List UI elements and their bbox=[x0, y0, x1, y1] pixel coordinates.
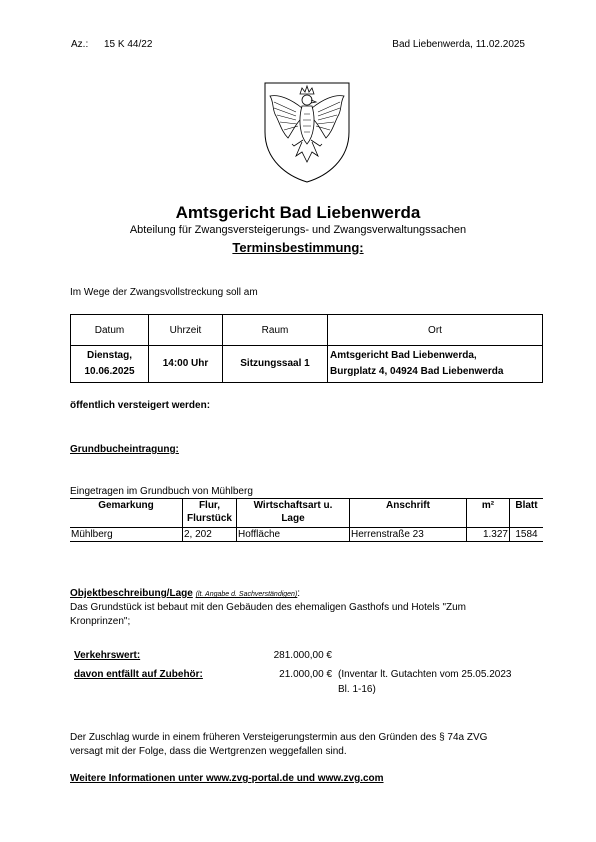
place-date: Bad Liebenwerda, 11.02.2025 bbox=[392, 39, 525, 50]
zuschlag-line-2: versagt mit der Folge, dass die Wertgrenzen weggefallen sind. bbox=[70, 746, 347, 757]
datum-line-1: Dienstag, bbox=[86, 350, 132, 361]
table-header-row bbox=[71, 315, 543, 346]
table-row bbox=[71, 346, 543, 383]
cell-blatt: 1584 bbox=[510, 528, 544, 542]
cell-uhrzeit: 14:00 Uhr bbox=[149, 346, 223, 383]
intro-text: Im Wege der Zwangsvollstreckung soll am bbox=[70, 287, 258, 298]
cell-raum: Sitzungssaal 1 bbox=[223, 346, 328, 383]
table-header-row bbox=[70, 499, 543, 528]
header-wirt-line-1: Wirtschaftsart u. bbox=[253, 500, 333, 511]
header-blatt: Blatt bbox=[510, 499, 544, 528]
zubehoer-note-line-1: (Inventar lt. Gutachten vom 25.05.2023 bbox=[338, 669, 512, 680]
header-ort: Ort bbox=[328, 315, 543, 346]
verkehrswert-value: 281.000,00 € bbox=[273, 650, 332, 661]
cell-wirtschaftsart: Hoffläche bbox=[237, 528, 350, 542]
header-wirt-line-2: Lage bbox=[281, 513, 305, 524]
objekt-heading-colon: : bbox=[297, 588, 301, 599]
zubehoer-label: davon entfällt auf Zubehör: bbox=[74, 669, 203, 680]
zubehoer-value: 21.000,00 € bbox=[279, 669, 332, 680]
cell-gemarkung: Mühlberg bbox=[70, 528, 183, 542]
court-name: Amtsgericht Bad Liebenwerda bbox=[175, 203, 421, 222]
header-datum: Datum bbox=[71, 315, 149, 346]
footer-info: Weitere Informationen unter www.zvg-portal.de und www.zvg.com bbox=[70, 773, 384, 784]
header-raum: Raum bbox=[223, 315, 328, 346]
header-m2: m² bbox=[467, 499, 510, 528]
header-gemarkung: Gemarkung bbox=[70, 499, 183, 528]
objekt-line-2: Kronprinzen"; bbox=[70, 616, 131, 627]
versteigert-text: öffentlich versteigert werden: bbox=[70, 400, 211, 411]
ort-line-1: Amtsgericht Bad Liebenwerda, bbox=[330, 350, 477, 361]
objekt-line-1: Das Grundstück ist bebaut mit den Gebäuden des ehemaligen Gasthofs und Hotels "Zum bbox=[70, 602, 466, 613]
cell-ort bbox=[328, 346, 543, 383]
zubehoer-note-line-2: Bl. 1-16) bbox=[338, 684, 376, 695]
grundbuch-heading: Grundbucheintragung: bbox=[70, 444, 179, 455]
objekt-heading: Objektbeschreibung/Lage bbox=[70, 588, 193, 599]
header-flur-line-2: Flurstück bbox=[186, 513, 232, 524]
header-flur-line-1: Flur, bbox=[198, 500, 221, 511]
az-label: Az.: bbox=[71, 39, 89, 50]
coat-of-arms-eagle-icon bbox=[262, 80, 352, 184]
cell-flur: 2, 202 bbox=[183, 528, 237, 542]
datum-line-2: 10.06.2025 bbox=[84, 366, 135, 377]
header-flur bbox=[183, 499, 237, 528]
objekt-heading-note: (lt. Angabe d. Sachverständigen) bbox=[195, 591, 298, 598]
objekt-heading-line bbox=[70, 588, 300, 599]
verkehrswert-label: Verkehrswert: bbox=[74, 650, 141, 661]
document-title: Terminsbestimmung: bbox=[232, 240, 364, 255]
court-department: Abteilung für Zwangsversteigerungs- und Zwangsverwaltungssachen bbox=[129, 224, 467, 236]
grundbuch-table bbox=[70, 498, 543, 542]
zuschlag-line-1: Der Zuschlag wurde in einem früheren Versteigerungstermin aus den Gründen des § 74a ZVG bbox=[70, 732, 488, 743]
az-value: 15 K 44/22 bbox=[104, 39, 153, 50]
header-anschrift: Anschrift bbox=[350, 499, 467, 528]
cell-anschrift: Herrenstraße 23 bbox=[350, 528, 467, 542]
termin-table bbox=[70, 314, 543, 383]
cell-datum bbox=[71, 346, 149, 383]
header-uhrzeit: Uhrzeit bbox=[149, 315, 223, 346]
cell-m2: 1.327 bbox=[467, 528, 510, 542]
ort-line-2: Burgplatz 4, 04924 Bad Liebenwerda bbox=[330, 366, 504, 377]
grundbuch-intro: Eingetragen im Grundbuch von Mühlberg bbox=[70, 486, 253, 497]
table-row bbox=[70, 528, 543, 542]
header-wirtschaftsart bbox=[237, 499, 350, 528]
